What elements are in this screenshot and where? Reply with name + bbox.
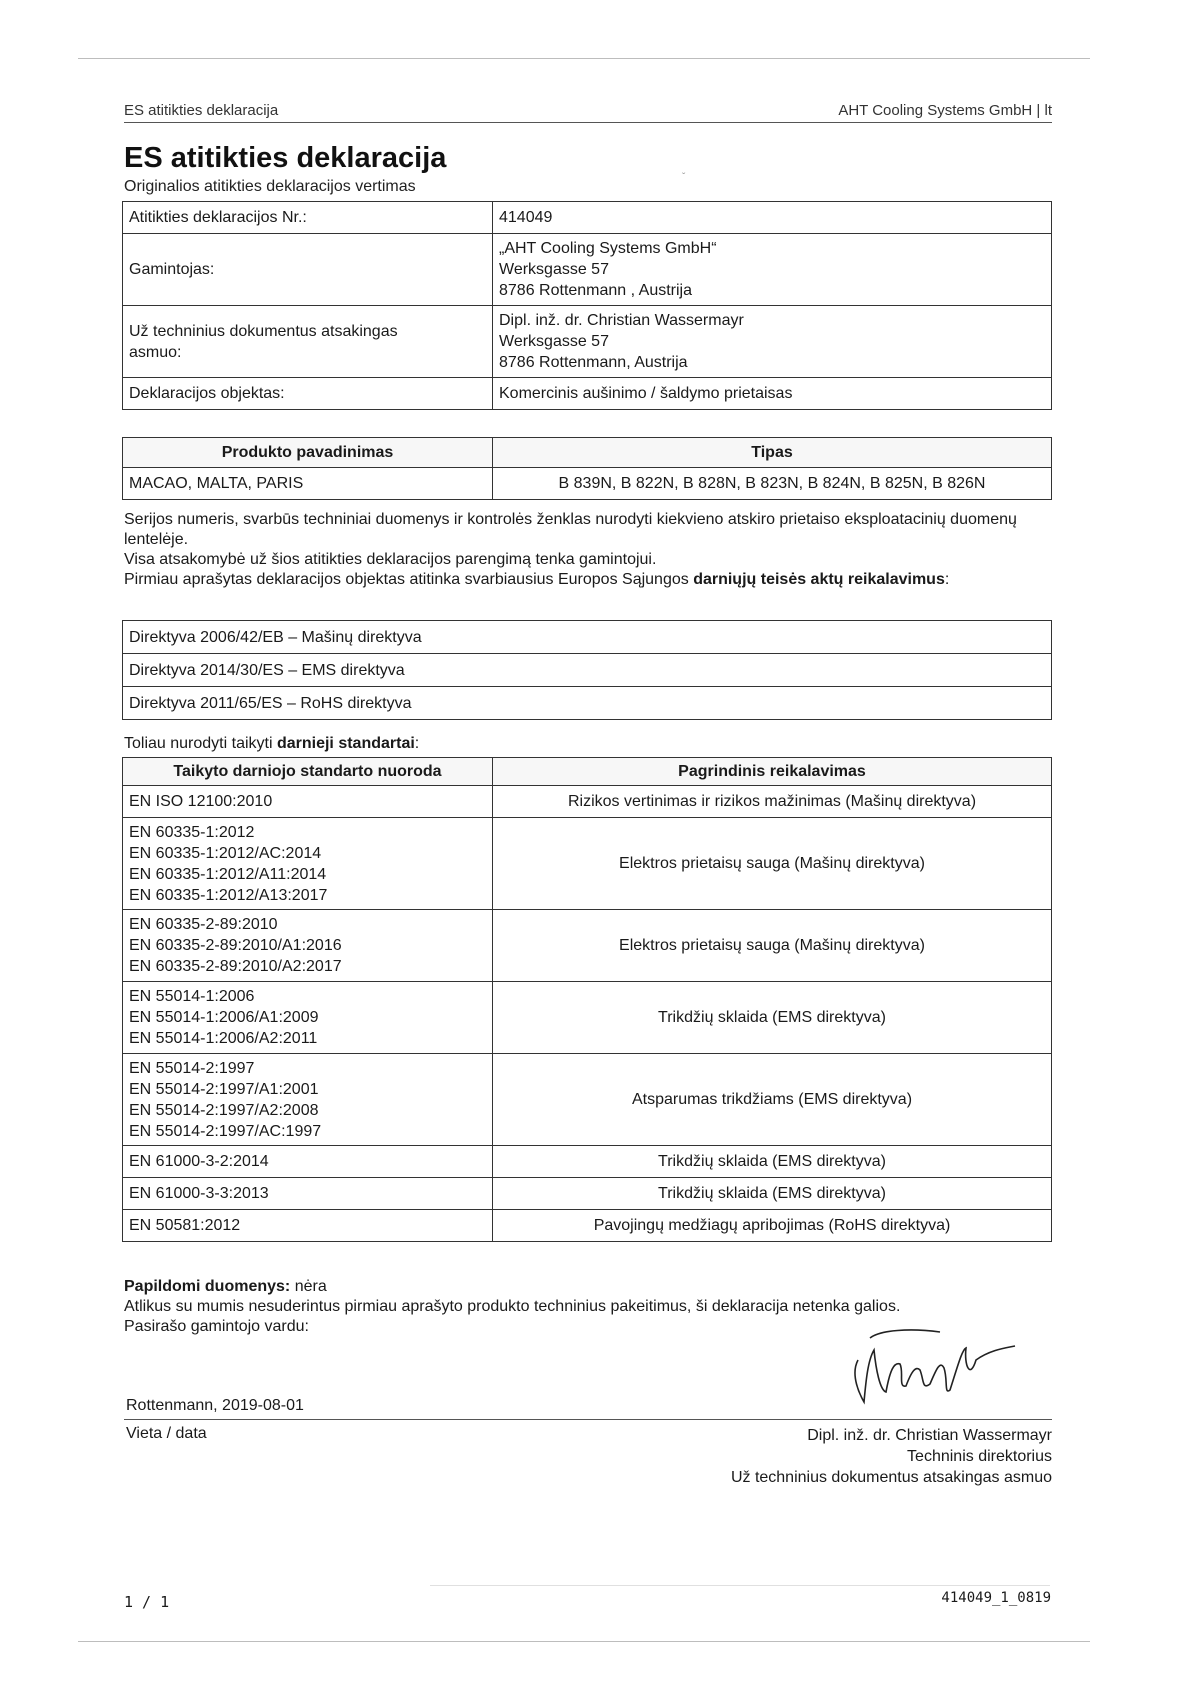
bold-run: darnieji standartai — [276, 735, 415, 752]
text-run: Pirmiau aprašytas deklaracijos objektas atitinka svarbiausius Europos Sąjungos — [124, 571, 694, 588]
standard-reference: EN ISO 12100:2010 — [123, 786, 493, 818]
standard-reference: EN 61000-3-3:2013 — [123, 1178, 493, 1210]
additional-info-value: nėra — [290, 1278, 327, 1295]
signatory-role: Techninis direktorius — [907, 1448, 1052, 1465]
page-number: 1 / 1 — [124, 1593, 170, 1611]
declaration-label: Atitikties deklaracijos Nr.: — [123, 202, 493, 234]
text-run: : — [414, 735, 420, 752]
scan-mark: ˇ — [682, 172, 686, 183]
standard-requirement: Elektros prietaisų sauga (Mašinų direktyva) — [493, 910, 1052, 982]
table-row — [123, 818, 1052, 910]
standard-requirement: Rizikos vertinimas ir rizikos mažinimas (Mašinų direktyva) — [493, 786, 1052, 818]
paragraph-line: Pasirašo gamintojo vardu: — [124, 1318, 309, 1335]
table-row — [123, 378, 1052, 410]
document-code: 414049_1_0819 — [941, 1590, 1051, 1606]
additional-info-label: Papildomi duomenys: — [124, 1278, 291, 1295]
paragraph-line: Serijos numeris, svarbūs techniniai duomenys ir kontrolės ženklas nurodyti kiekvieno atskiro prietaiso eksploatacinių duomenų lentelėje. — [124, 511, 1017, 548]
handwritten-signature — [840, 1320, 1020, 1405]
declaration-table — [122, 201, 1052, 410]
standard-reference: EN 55014-2:1997 EN 55014-2:1997/A1:2001 EN 55014-2:1997/A2:2008 EN 55014-2:1997/AC:1997 — [123, 1054, 493, 1146]
table-row — [123, 786, 1052, 818]
conformity-paragraph — [124, 510, 1052, 590]
column-header: Taikyto darniojo standarto nuoroda — [123, 758, 493, 786]
paragraph-line: Atlikus su mumis nesuderintus pirmiau aprašyto produkto techninius pakeitimus, ši deklaracija netenka galios. — [124, 1298, 901, 1315]
signatory-name: Dipl. inž. dr. Christian Wassermayr — [807, 1427, 1052, 1444]
directive-cell: Direktyva 2006/42/EB – Mašinų direktyva — [123, 621, 1052, 654]
table-row — [123, 234, 1052, 306]
table-row — [123, 982, 1052, 1054]
footer-divider — [430, 1585, 1050, 1586]
table-row — [123, 1054, 1052, 1146]
document-subtitle: Originalios atitikties deklaracijos vertimas — [124, 178, 416, 195]
declaration-value: Komercinis aušinimo / šaldymo prietaisas — [493, 378, 1052, 410]
place-date-label: Vieta / data — [126, 1425, 207, 1442]
header-right-text: AHT Cooling Systems GmbH | lt — [838, 102, 1052, 119]
standard-requirement: Trikdžių sklaida (EMS direktyva) — [493, 982, 1052, 1054]
standard-reference: EN 60335-2-89:2010 EN 60335-2-89:2010/A1:2016 EN 60335-2-89:2010/A2:2017 — [123, 910, 493, 982]
signatory-responsibility: Už techninius dokumentus atsakingas asmuo — [730, 1469, 1052, 1486]
directive-cell: Direktyva 2014/30/ES – EMS direktyva — [123, 654, 1052, 687]
product-types: B 839N, B 822N, B 828N, B 823N, B 824N, B 825N, B 826N — [493, 468, 1052, 500]
table-row — [123, 910, 1052, 982]
table-row — [123, 654, 1052, 687]
directive-cell: Direktyva 2011/65/ES – RoHS direktyva — [123, 687, 1052, 720]
standards-intro — [124, 734, 1052, 754]
standard-requirement: Trikdžių sklaida (EMS direktyva) — [493, 1178, 1052, 1210]
paragraph-line — [124, 1277, 1052, 1297]
product-table — [122, 437, 1052, 500]
header-left-text: ES atitikties deklaracija — [124, 102, 279, 119]
table-row — [123, 1178, 1052, 1210]
standard-requirement: Pavojingų medžiagų apribojimas (RoHS direktyva) — [493, 1210, 1052, 1242]
table-row — [123, 621, 1052, 654]
table-header-row — [123, 758, 1052, 786]
text-run: Toliau nurodyti taikyti — [124, 735, 277, 752]
table-header-row — [123, 438, 1052, 468]
bold-run: darniųjų teisės aktų reikalavimus — [693, 571, 945, 588]
column-header: Pagrindinis reikalavimas — [493, 758, 1052, 786]
document-title: ES atitikties deklaracija — [124, 142, 447, 174]
table-row — [123, 1210, 1052, 1242]
declaration-value: 414049 — [493, 202, 1052, 234]
column-header: Tipas — [493, 438, 1052, 468]
signatory — [731, 1425, 1052, 1488]
column-header: Produkto pavadinimas — [123, 438, 493, 468]
table-row — [123, 202, 1052, 234]
declaration-label: Deklaracijos objektas: — [123, 378, 493, 410]
paragraph-line: Visa atsakomybė už šios atitikties deklaracijos parengimą tenka gamintojui. — [124, 551, 657, 568]
directives-table — [122, 620, 1052, 720]
signature-divider — [124, 1419, 1052, 1420]
standard-requirement: Elektros prietaisų sauga (Mašinų direktyva) — [493, 818, 1052, 910]
standard-requirement: Trikdžių sklaida (EMS direktyva) — [493, 1146, 1052, 1178]
standard-reference: EN 50581:2012 — [123, 1210, 493, 1242]
declaration-value: Dipl. inž. dr. Christian Wassermayr Werksgasse 57 8786 Rottenmann, Austrija — [493, 306, 1052, 378]
table-row — [123, 687, 1052, 720]
table-row — [123, 468, 1052, 500]
standard-requirement: Atsparumas trikdžiams (EMS direktyva) — [493, 1054, 1052, 1146]
declaration-value: „AHT Cooling Systems GmbH“ Werksgasse 57 8786 Rottenmann , Austrija — [493, 234, 1052, 306]
text-run: : — [944, 571, 950, 588]
standards-table — [122, 757, 1052, 1242]
page-bottom-rule — [78, 1641, 1090, 1642]
signature-date: Rottenmann, 2019-08-01 — [126, 1397, 304, 1414]
paragraph-line — [124, 570, 1052, 590]
page-top-rule — [78, 58, 1090, 59]
standard-reference: EN 55014-1:2006 EN 55014-1:2006/A1:2009 EN 55014-1:2006/A2:2011 — [123, 982, 493, 1054]
standard-reference: EN 60335-1:2012 EN 60335-1:2012/AC:2014 EN 60335-1:2012/A11:2014 EN 60335-1:2012/A13:2017 — [123, 818, 493, 910]
standard-reference: EN 61000-3-2:2014 — [123, 1146, 493, 1178]
declaration-label: Gamintojas: — [123, 234, 493, 306]
table-row — [123, 306, 1052, 378]
table-row — [123, 1146, 1052, 1178]
product-name: MACAO, MALTA, PARIS — [123, 468, 493, 500]
declaration-label: Už techninius dokumentus atsakingas asmuo: — [123, 306, 493, 378]
header-divider — [124, 122, 1052, 123]
